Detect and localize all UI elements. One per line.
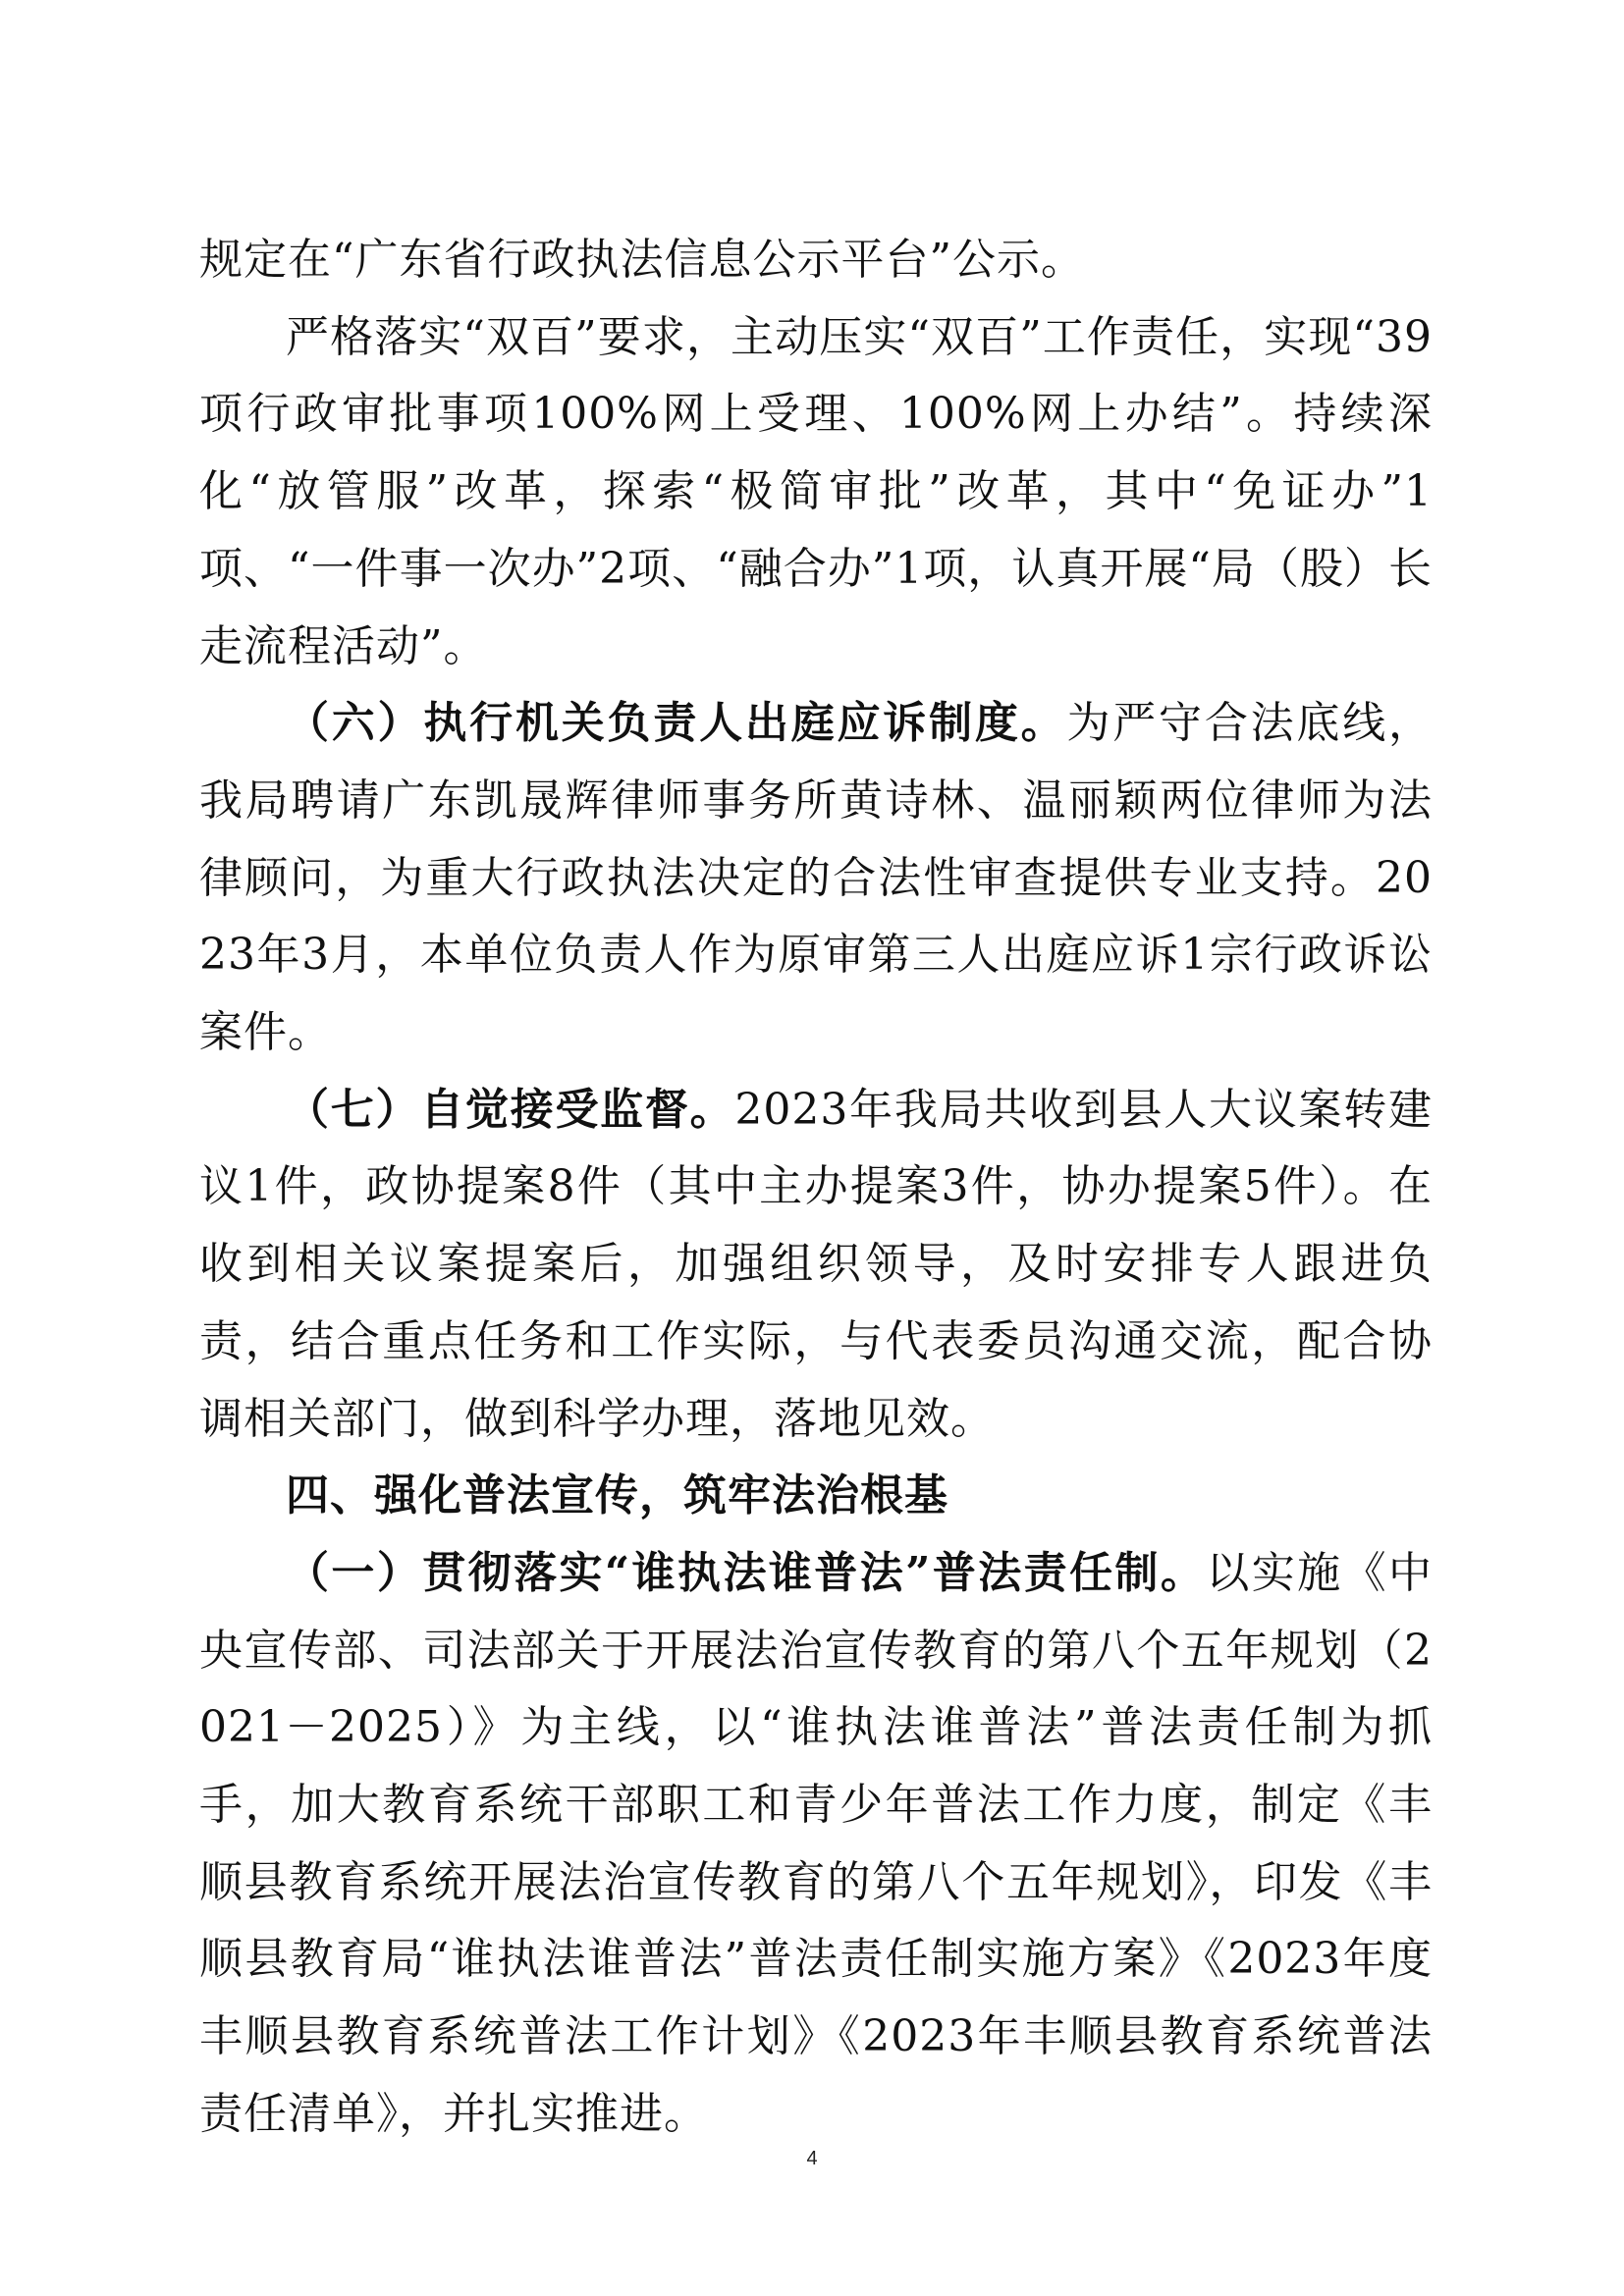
paragraph-subsection-one [199, 1535, 1433, 2154]
paragraph-text: 2023年我局共收到县人大议案转建议1件，政协提案8件（其中主办提案3件，协办提案5件）。在收到相关议案提案后，加强组织领导，及时安排专人跟进负责，结合重点任务和工作实际，与代表委员沟通交流，配合协调相关部门，做到科学办理，落地见效。 [199, 1084, 1433, 1444]
paragraph-text: 规定在“广东省行政执法信息公示平台”公示。 [199, 235, 1085, 285]
paragraph-text: 严格落实“双百”要求，主动压实“双百”工作责任，实现“39项行政审批事项100%网上受理、100%网上办结”。持续深化“放管服”改革，探索“极简审批”改革，其中“免证办”1项、“一件事一次办”2项、“融合办”1项，认真开展“局（股）长走流程活动”。 [199, 311, 1433, 671]
paragraph-double-hundred [199, 299, 1433, 686]
section-lead: （一）贯彻落实“谁执法谁普法”普法责任制。 [286, 1547, 1207, 1598]
paragraph-section-seven [199, 1072, 1433, 1459]
document-body [199, 222, 1433, 2154]
section-heading-four [199, 1458, 1433, 1535]
paragraph-section-six [199, 685, 1433, 1072]
paragraph-text: 为严守合法底线，我局聘请广东凯晟辉律师事务所黄诗林、温丽颖两位律师为法律顾问，为重大行政执法决定的合法性审查提供专业支持。2023年3月，本单位负责人作为原审第三人出庭应诉1宗行政诉讼案件。 [199, 698, 1434, 1058]
page-number: 4 [806, 2148, 818, 2169]
paragraph-text: 以实施《中央宣传部、司法部关于开展法治宣传教育的第八个五年规划（2021－2025）》为主线，以“谁执法谁普法”普法责任制为抓手，加大教育系统干部职工和青少年普法工作力度，制定《丰顺县教育系统开展法治宣传教育的第八个五年规划》，印发《丰顺县教育局“谁执法谁普法”普法责任制实施方案》《2023年度丰顺县教育系统普法工作计划》《2023年丰顺县教育系统普法责任清单》，并扎实推进。 [199, 1547, 1434, 2139]
heading-text: 四、强化普法宣传，筑牢法治根基 [286, 1470, 948, 1522]
paragraph-continuation [199, 222, 1433, 299]
section-lead: （六）执行机关负责人出庭应诉制度。 [286, 698, 1067, 749]
section-lead: （七）自觉接受监督。 [286, 1084, 735, 1135]
